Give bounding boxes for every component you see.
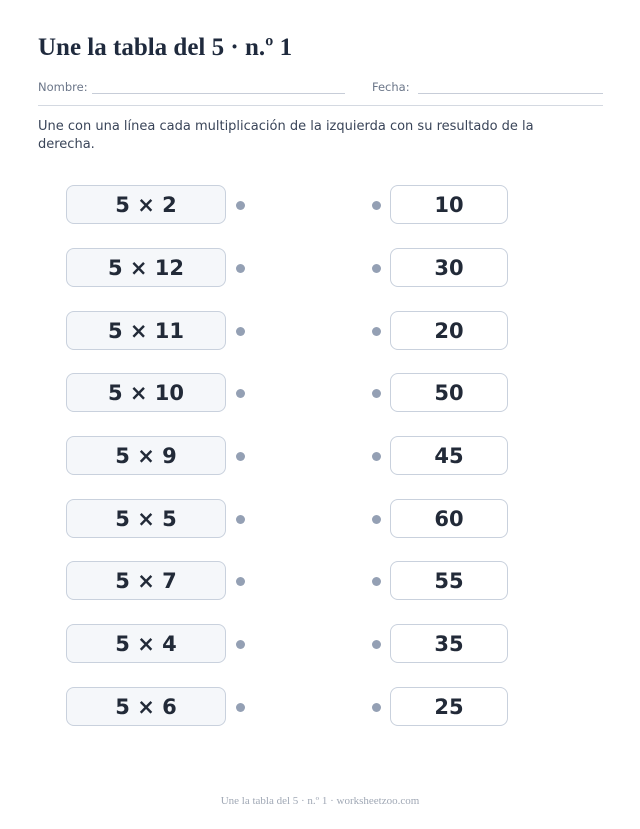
page-footer: Une la tabla del 5 · n.º 1 · worksheetzoo.com bbox=[220, 795, 420, 807]
left-connector-dot[interactable] bbox=[236, 452, 245, 461]
right-connector-dot[interactable] bbox=[372, 389, 381, 398]
left-item: 5 × 2 bbox=[66, 185, 226, 224]
right-item: 25 bbox=[390, 687, 508, 726]
name-field[interactable] bbox=[92, 93, 345, 94]
right-item: 60 bbox=[390, 499, 508, 538]
name-label: Nombre: bbox=[38, 80, 88, 94]
right-connector-dot[interactable] bbox=[372, 703, 381, 712]
left-connector-dot[interactable] bbox=[236, 389, 245, 398]
left-connector-dot[interactable] bbox=[236, 577, 245, 586]
page-title: Une la tabla del 5 · n.º 1 bbox=[38, 34, 293, 61]
left-item: 5 × 10 bbox=[66, 373, 226, 412]
right-connector-dot[interactable] bbox=[372, 201, 381, 210]
right-item: 10 bbox=[390, 185, 508, 224]
date-label: Fecha: bbox=[372, 80, 410, 94]
right-connector-dot[interactable] bbox=[372, 264, 381, 273]
right-item: 50 bbox=[390, 373, 508, 412]
right-item: 20 bbox=[390, 311, 508, 350]
right-connector-dot[interactable] bbox=[372, 640, 381, 649]
left-connector-dot[interactable] bbox=[236, 515, 245, 524]
left-item: 5 × 4 bbox=[66, 624, 226, 663]
left-connector-dot[interactable] bbox=[236, 703, 245, 712]
right-item: 35 bbox=[390, 624, 508, 663]
left-connector-dot[interactable] bbox=[236, 201, 245, 210]
right-connector-dot[interactable] bbox=[372, 327, 381, 336]
left-item: 5 × 5 bbox=[66, 499, 226, 538]
right-item: 55 bbox=[390, 561, 508, 600]
left-connector-dot[interactable] bbox=[236, 640, 245, 649]
left-item: 5 × 12 bbox=[66, 248, 226, 287]
left-item: 5 × 7 bbox=[66, 561, 226, 600]
left-connector-dot[interactable] bbox=[236, 327, 245, 336]
right-connector-dot[interactable] bbox=[372, 515, 381, 524]
left-item: 5 × 9 bbox=[66, 436, 226, 475]
date-field[interactable] bbox=[418, 93, 603, 94]
header-divider bbox=[38, 105, 603, 106]
left-item: 5 × 6 bbox=[66, 687, 226, 726]
right-item: 30 bbox=[390, 248, 508, 287]
right-connector-dot[interactable] bbox=[372, 577, 381, 586]
left-item: 5 × 11 bbox=[66, 311, 226, 350]
right-item: 45 bbox=[390, 436, 508, 475]
right-connector-dot[interactable] bbox=[372, 452, 381, 461]
left-connector-dot[interactable] bbox=[236, 264, 245, 273]
instructions: Une con una línea cada multiplicación de la izquierda con su resultado de la derecha. bbox=[38, 119, 534, 152]
